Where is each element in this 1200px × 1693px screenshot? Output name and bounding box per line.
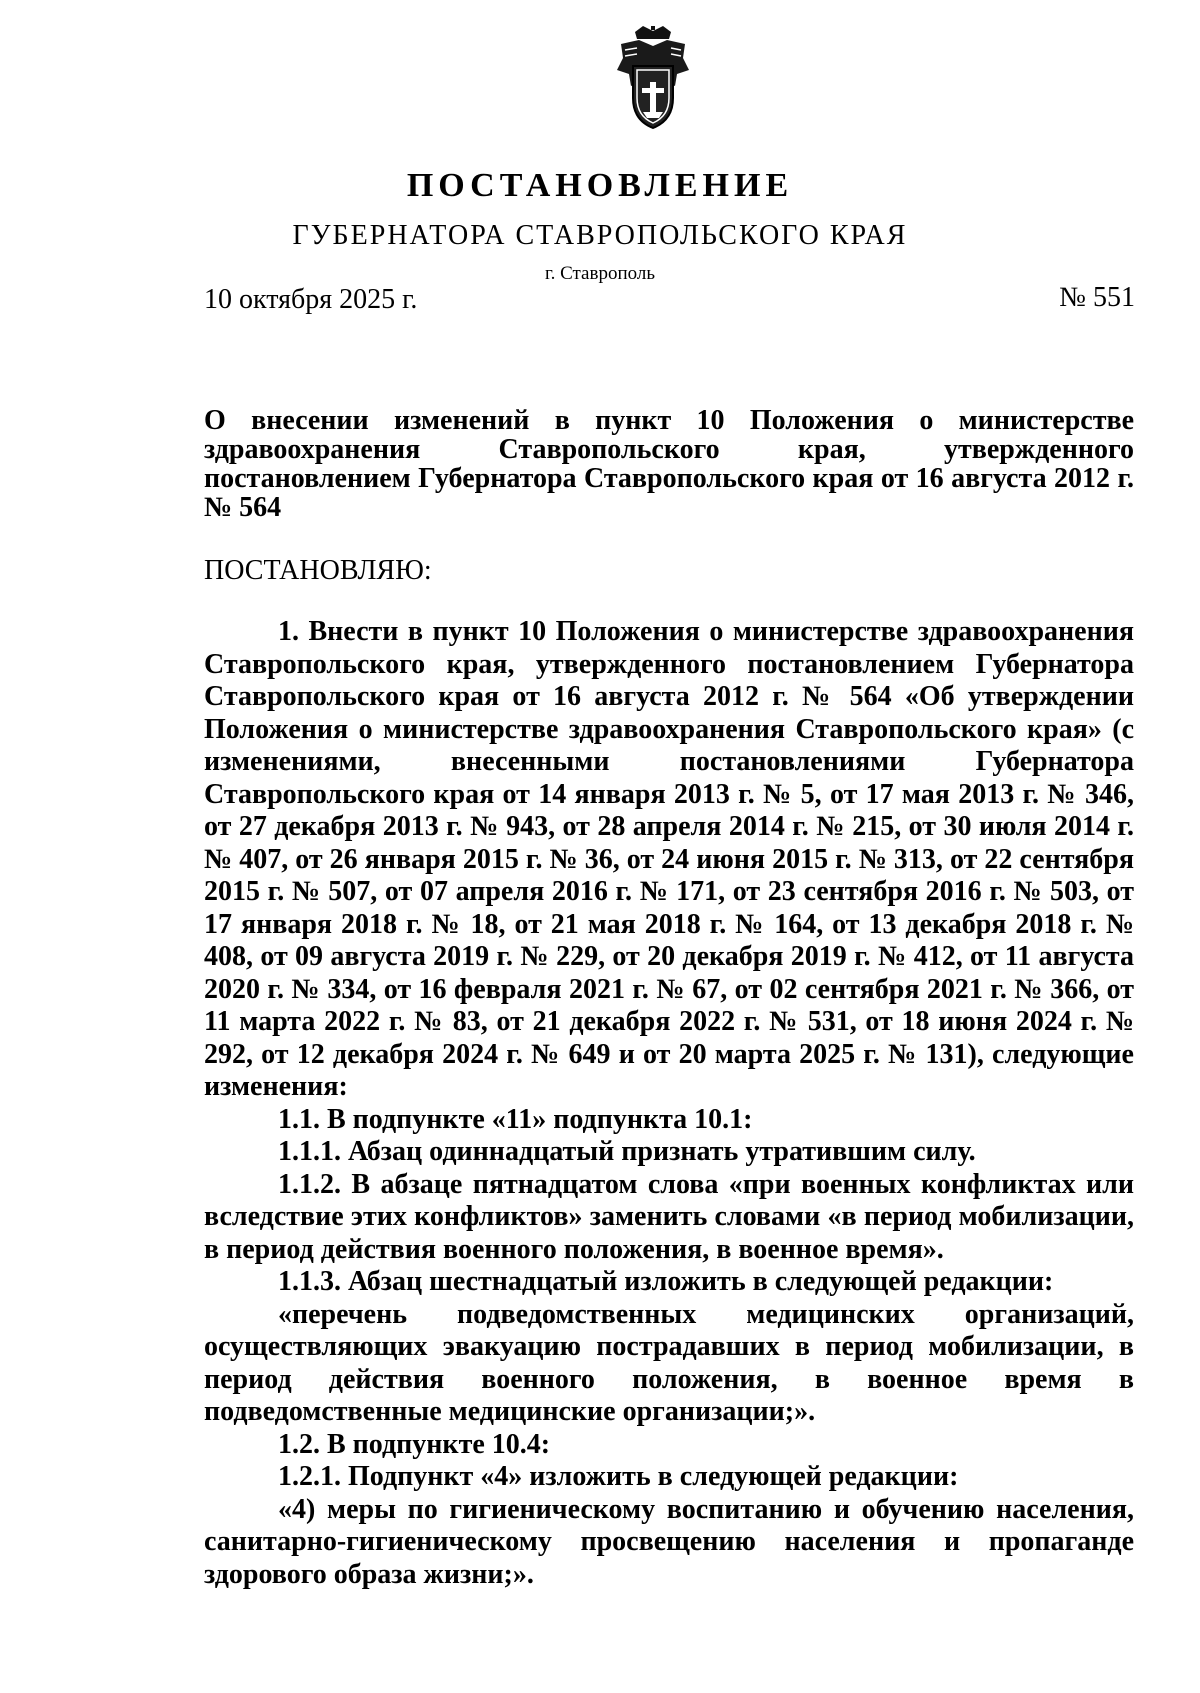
city-label: г. Ставрополь [544,263,656,284]
paragraph-1-1: 1.1. В подпункте «11» подпункта 10.1: [278,1103,753,1135]
paragraph-1-1-2: 1.1.2. В абзаце пятнадцатом слова «при военных конфликтах или вследствие этих конфликтов» заменить словами «в период мобилизации, в период действия военного положения, в военное время». [204,1168,1134,1265]
paragraph-quote-1: «перечень подведомственных медицинских организаций, осуществляющих эвакуацию пострадавших в период мобилизации, в период действия военного положения, в военное время в подведомственные медицинские организации;». [204,1298,1134,1427]
document-type-title: ПОСТАНОВЛЕНИЕ [406,167,794,204]
paragraph-1: 1. Внести в пункт 10 Положения о министерстве здравоохранения Ставропольского края, утвержденного постановлением Губернатора Ставропольского края от 16 августа 2012 г. № 564 «Об утверждении Положения о министерстве здравоохранения Ставропольского края» (с изменениями, внесенными постановлениями Губернатора Ставропольского края от 14 января 2013 г. № 5, от 17 мая 2013 г. № 346, от 27 декабря 2013 г. № 943, от 28 апреля 2014 г. № 215, от 30 июля 2014 г. № 407, от 26 января 2015 г. № 36, от 24 июня 2015 г. № 313, от 22 сентября 2015 г. № 507, от 07 апреля 2016 г. № 171, от 23 сентября 2016 г. № 503, от 17 января 2018 г. № 18, от 21 мая 2018 г. № 164, от 13 декабря 2018 г. № 408, от 09 августа 2019 г. № 229, от 20 декабря 2019 г. № 412, от 11 августа 2020 г. № 334, от 16 февраля 2021 г. № 67, от 02 сентября 2021 г. № 366, от 11 марта 2022 г. № 83, от 21 декабря 2022 г. № 531, от 18 июня 2024 г. № 292, от 12 декабря 2024 г. № 649 и от 20 марта 2025 г. № 131), следующие изменения: [204,616,1134,1102]
paragraph-1-1-3: 1.1.3. Абзац шестнадцатый изложить в следующей редакции: [278,1266,1054,1297]
coat-of-arms-icon [613,26,693,130]
paragraph-quote-2: «4) меры по гигиеническому воспитанию и обучению населения, санитарно-гигиеническому просвещению населения и пропаганде здорового образа жизни;». [204,1493,1134,1590]
issuer-title: ГУБЕРНАТОРА СТАВРОПОЛЬСКОГО КРАЯ [292,220,908,251]
paragraph-1-2: 1.2. В подпункте 10.4: [278,1428,551,1460]
decree-heading: ПОСТАНОВЛЯЮ: [204,555,432,586]
paragraph-1-2-1: 1.2.1. Подпункт «4» изложить в следующей редакции: [278,1461,959,1492]
document-number: № 551 [1059,282,1135,313]
document-date: 10 октября 2025 г. [204,284,418,315]
paragraph-1-1-1: 1.1.1. Абзац одиннадцатый признать утратившим силу. [278,1136,976,1167]
document-body [204,616,1134,1591]
document-subject: О внесении изменений в пункт 10 Положения о министерстве здравоохранения Ставропольского края, утвержденного постановлением Губернатора Ставропольского края от 16 августа 2012 г. № 564 [204,405,1134,523]
